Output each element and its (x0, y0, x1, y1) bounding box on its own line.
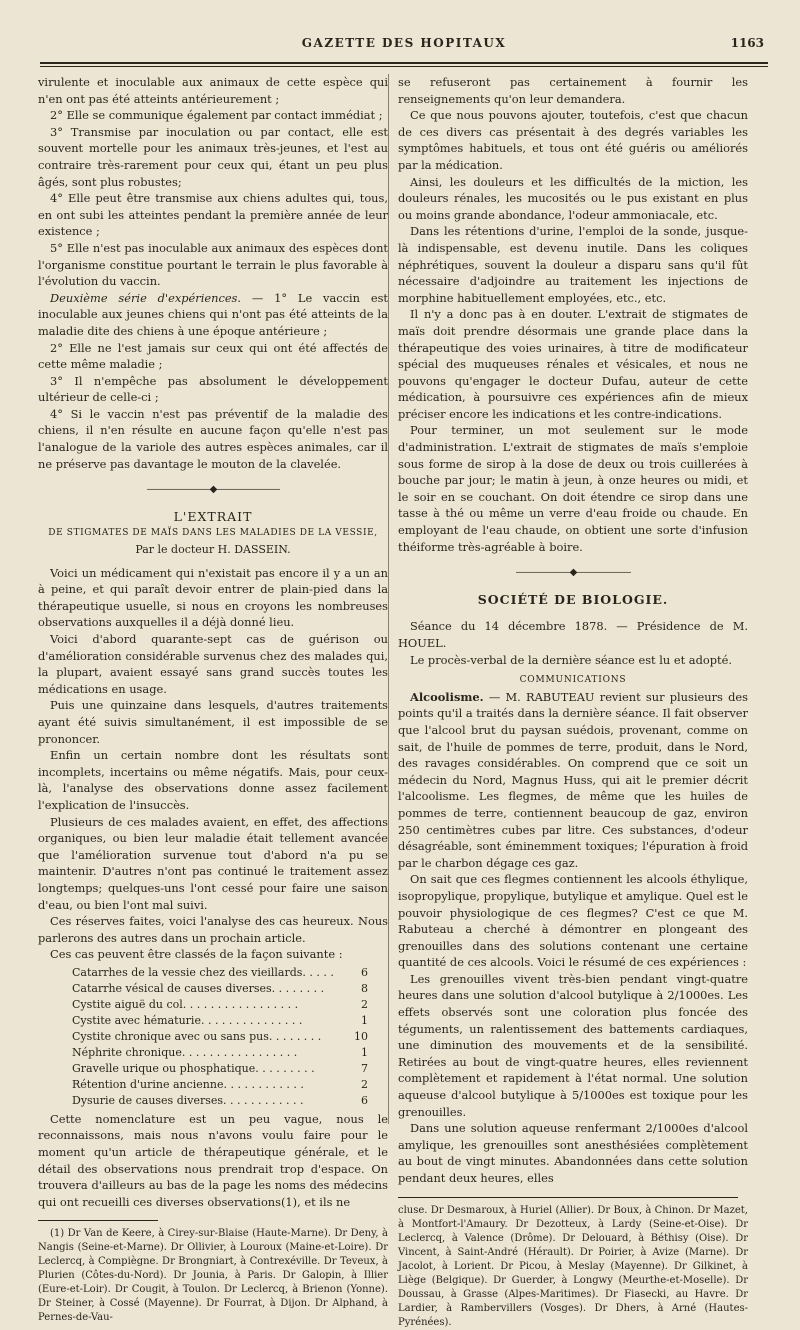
section-ornament: ——————◆—————— (515, 567, 631, 579)
page-header (40, 36, 768, 58)
paragraph: 2° Elle ne l'est jamais sur ceux qui ont été affectés de cette même maladie ; (38, 340, 388, 372)
paragraph: Puis une quinzaine dans lesquels, d'autres traitements ayant été suivis simultanément, il est impossible de se prononcer. (38, 698, 388, 746)
footnote-rule (398, 1197, 738, 1198)
right-column (398, 74, 748, 1330)
left-column (38, 74, 388, 1325)
footnote-rule (38, 1220, 158, 1221)
paragraph-text: — M. RABUTEAU revient sur plusieurs des points qu'il a traités dans la dernière séance. Il fait observer que l'alcool brut du paysan suédois, provenant, comme on sait, de l'huile de pommes de terre, produit, dans le Nord, des ravages considérables. On comprend que ce soit un médecin du Nord, Magnus Huss, qui ait le premier décrit l'alcoolisme. Les flegmes, de même que les huiles de pommes de terre, contiennent beaucoup de gaz, environ 250 centimètres cubes par litre. Ces substances, d'odeur désagréable, sont éminemment toxiques; l'épuration à froid par le charbon dégage ces gaz. (398, 689, 748, 870)
paragraph: Enfin un certain nombre dont les résultats sont incomplets, incertains ou même négatifs. Mais, pour ceux-là, l'analyse des observations donne assez facilement l'explication de l'insuccès. (38, 748, 388, 812)
case-label: Cystite avec hématurie. . . . . . . . . . . . . . . (72, 1013, 303, 1027)
series-heading: Deuxième série d'expériences. (50, 290, 242, 305)
paragraph: Pour terminer, un mot seulement sur le mode d'administration. L'extrait de stigmates de maïs s'emploie sous forme de sirop à la dose de deux ou trois cuillerées à bouche par jour; le matin à jeun, à onze heures ou midi, et le soir en se couchant. On doit étendre ce sirop dans une tasse à thé ou même un verre d'eau froide ou chaude. En employant de l'eau chaude, on obtient une sorte d'infusion théiforme très-agréable à boire. (398, 423, 748, 554)
case-label: Catarrhes de la vessie chez des vieillards. . . . . (72, 965, 334, 979)
case-label: Gravelle urique ou phosphatique. . . . . . . . . (72, 1061, 315, 1075)
communications-heading: COMMUNICATIONS (519, 675, 627, 686)
list-item (72, 997, 388, 1013)
footnote: cluse. Dr Desmaroux, à Huriel (Allier). Dr Boux, à Chinon. Dr Mazet, à Montfort-l'Amaury. Dr Dezotteux, à Lardy (Seine-et-Oise). Dr Leclercq, à Valence (Drôme). Dr Delouard, à Béthisy (Oise). Dr Vincent, à Saint-André (Hérault). Dr Poirier, à Avize (Marne). Dr Jacolot, à Lorient. Dr Picou, à Meslay (Mayenne). Dr Gilkinet, à Liège (Belgique). Dr Guerder, à Longwy (Meurthe-et-Moselle). Dr Doussau, à Grasse (Alpes-Maritimes). Dr Fiasecki, au Havre. Dr Lardier, à Rambervillers (Vosges). Dr Dhers, à Arné (Hautes-Pyrénées). (398, 1204, 748, 1328)
list-item (72, 965, 388, 981)
paragraph: 4° Si le vaccin n'est pas préventif de la maladie des chiens, il n'en résulte en aucune façon qu'elle n'est pas l'analogue de la variole des autres espèces animales, car il ne préserve pas davantage le mouton de la clavelée. (38, 406, 388, 471)
paragraph: 4° Elle peut être transmise aux chiens adultes qui, tous, en ont subi les atteintes pendant la première année de leur existence ; (38, 191, 388, 239)
paragraph (38, 290, 388, 340)
paragraph: 3° Transmise par inoculation ou par contact, elle est souvent mortelle pour les animaux très-jeunes, et l'est au contraire très-rarement pour ceux qui, étant un peu plus âgés, sont plus robustes; (38, 124, 388, 189)
case-count: 7 (361, 1061, 368, 1075)
case-label: Cystite aiguë du col. . . . . . . . . . . . . . . . . (72, 997, 299, 1011)
society-title: SOCIÉTÉ DE BIOLOGIE. (477, 591, 669, 607)
case-count: 10 (354, 1029, 368, 1043)
list-item (72, 1093, 388, 1109)
paragraph: Ces réserves faites, voici l'analyse des cas heureux. Nous parlerons des autres dans un prochain article. (38, 914, 388, 945)
paragraph: 5° Elle n'est pas inoculable aux animaux des espèces dont l'organisme constitue pourtant le terrain le plus favorable à l'évolution du vaccin. (38, 240, 388, 289)
cases-list (72, 965, 388, 1109)
header-rule (40, 62, 768, 64)
paragraph: 2° Elle se communique également par contact immédiat ; (50, 108, 383, 123)
paragraph: Ces cas peuvent être classés de la façon suivante : (50, 947, 343, 962)
list-item (72, 981, 388, 997)
paragraph: 3° Il n'empêche pas absolument le développement ultérieur de celle-ci ; (38, 373, 388, 405)
header-rule-thin (40, 66, 768, 67)
case-label: Rétention d'urine ancienne. . . . . . . . . . . . (72, 1077, 304, 1091)
paragraph: virulente et inoculable aux animaux de cette espèce qui n'en ont pas été atteints antérieurement ; (38, 75, 388, 106)
paragraph: Les grenouilles vivent très-bien pendant vingt-quatre heures dans une solution d'alcool butylique à 2/1000es. Les effets observés sont une coloration plus foncée des téguments, un ralentissement des battements cardiaques, une diminution des mouvements et de la sensibilité. Retirées au bout de vingt-quatre heures, elles reviennent complètement et rapidement à l'état normal. Une solution aqueuse d'alcool butylique à 5/1000es est toxique pour les grenouilles. (398, 971, 748, 1119)
list-item (72, 1013, 388, 1029)
page-number: 1163 (730, 36, 764, 50)
footnote: (1) Dr Van de Keere, à Cirey-sur-Blaise (Haute-Marne). Dr Deny, à Nangis (Seine-et-Marne). Dr Ollivier, à Louroux (Maine-et-Loire). Dr Leclercq, à Compiègne. Dr Brongniart, à Contrexéville. Dr Teveux, à Plurien (Côtes-du-Nord). Dr Jounia, à Paris. Dr Galopin, à Illier (Eure-et-Loir). Dr Cougit, à Toulon. Dr Leclercq, à Brienon (Yonne). Dr Steiner, à Cossé (Mayenne). Dr Fourrat, à Dijon. Dr Alphand, à Pernes-de-Vau- (38, 1228, 388, 1324)
paragraph: On sait que ces flegmes contiennent les alcools éthylique, isopropylique, propylique, butylique et amylique. Quel est le pouvoir physiologique de ces flegmes? C'est ce que M. Rabuteau a cherché à démontrer en plongeant des grenouilles dans des solutions contenant une certaine quantité de ces alcools. Voici le résumé de ces expériences : (398, 872, 748, 970)
case-label: Néphrite chronique. . . . . . . . . . . . . . . . . (72, 1045, 298, 1059)
paragraph: Il n'y a donc pas à en douter. L'extrait de stigmates de maïs doit prendre désormais une grande place dans la thérapeutique des voies urinaires, à titre de modificateur spécial des muqueuses rénales et vésicales, et nous ne pouvons qu'engager le docteur Dufau, auteur de cette médication, à poursuivre ces expériences afin de mieux préciser encore les indications et les contre-indications. (398, 307, 748, 421)
paragraph: Ce que nous pouvons ajouter, toutefois, c'est que chacun de ces divers cas présentait à des degrés variables les symptômes habituels, et tous ont été guéris ou améliorés par la médication. (398, 108, 748, 172)
paragraph: Cette nomenclature est un peu vague, nous le reconnaissons, mais nous n'avons voulu faire pour le moment qu'un article de thérapeutique générale, et le détail des observations nous prendrait trop d'espace. On trouvera d'ailleurs au bas de la page les noms des médecins qui ont recueilli ces diverses observations(1), et ils ne (38, 1111, 388, 1209)
list-item (72, 1029, 388, 1045)
paragraph: Voici un médicament qui n'existait pas encore il y a un an à peine, et qui paraît devoir entrer de plain-pied dans la thérapeutique usuelle, si nous en croyons les nombreuses observations auxquelles il a déjà donné lieu. (38, 565, 388, 630)
case-count: 1 (361, 1045, 368, 1059)
article-byline: Par le docteur H. DASSEIN. (135, 543, 291, 557)
paragraph-text: — 1° Le vaccin est inoculable aux jeunes chiens qui n'ont pas été atteints de la maladie dite des chiens à une époque antérieure ; (38, 290, 388, 338)
case-count: 2 (361, 997, 368, 1011)
paragraph: Voici d'abord quarante-sept cas de guérison ou d'amélioration considérable survenus chez des malades qui, la plupart, avaient essayé sans grand succès toutes les médications en usage. (38, 632, 388, 696)
journal-title: GAZETTE DES HOPITAUX (301, 36, 507, 50)
list-item (72, 1061, 388, 1077)
case-count: 2 (361, 1077, 368, 1091)
case-label: Catarrhe vésical de causes diverses. . . . . . . . (72, 981, 325, 995)
case-count: 8 (361, 981, 368, 995)
list-item (72, 1045, 388, 1061)
case-count: 6 (361, 965, 368, 979)
session-line: Séance du 14 décembre 1878. — Présidence de M. HOUEL. (398, 619, 748, 650)
paragraph (398, 689, 748, 872)
paragraph: Plusieurs de ces malades avaient, en effet, des affections organiques, ou bien leur maladie était tellement avancée que l'amélioration survenue tout d'abord n'a pu se maintenir. D'autres n'ont pas continué le traitement assez longtemps; quelques-uns l'ont cessé pour faire une saison d'eau, ou bien l'ont mal suivi. (38, 814, 388, 912)
minutes-line: Le procès-verbal de la dernière séance est lu et adopté. (410, 652, 732, 667)
paragraph: Dans les rétentions d'urine, l'emploi de la sonde, jusque-là indispensable, est devenu inutile. Dans les coliques néphrétiques, souvent la douleur a disparu sans qu'il fût nécessaire d'adjoindre au traitement les injections de morphine habituellement employées, etc., etc. (398, 224, 748, 305)
case-count: 1 (361, 1013, 368, 1027)
list-item (72, 1077, 388, 1093)
section-ornament: ———————◆——————— (146, 484, 280, 496)
column-divider (388, 74, 389, 1124)
paragraph: Dans une solution aqueuse renfermant 2/1000es d'alcool amylique, les grenouilles sont anesthésiées complètement au bout de vingt minutes. Abandonnées dans cette solution pendant deux heures, elles (398, 1121, 748, 1185)
paragraph: Ainsi, les douleurs et les difficultés de la miction, les douleurs rénales, les mucosités ou le pus existant en plus ou moins grande abondance, l'odeur ammoniacale, etc. (398, 174, 748, 222)
paragraph: se refuseront pas certainement à fournir les renseignements qu'on leur demandera. (398, 75, 748, 106)
article-subtitle: DE STIGMATES DE MAÏS DANS LES MALADIES DE LA VESSIE, (48, 528, 378, 539)
case-count: 6 (361, 1093, 368, 1107)
case-label: Cystite chronique avec ou sans pus. . . . . . . . (72, 1029, 322, 1043)
article-title: L'EXTRAIT (173, 508, 253, 524)
case-label: Dysurie de causes diverses. . . . . . . . . . . . (72, 1093, 304, 1107)
topic-heading: Alcoolisme. (410, 689, 484, 704)
